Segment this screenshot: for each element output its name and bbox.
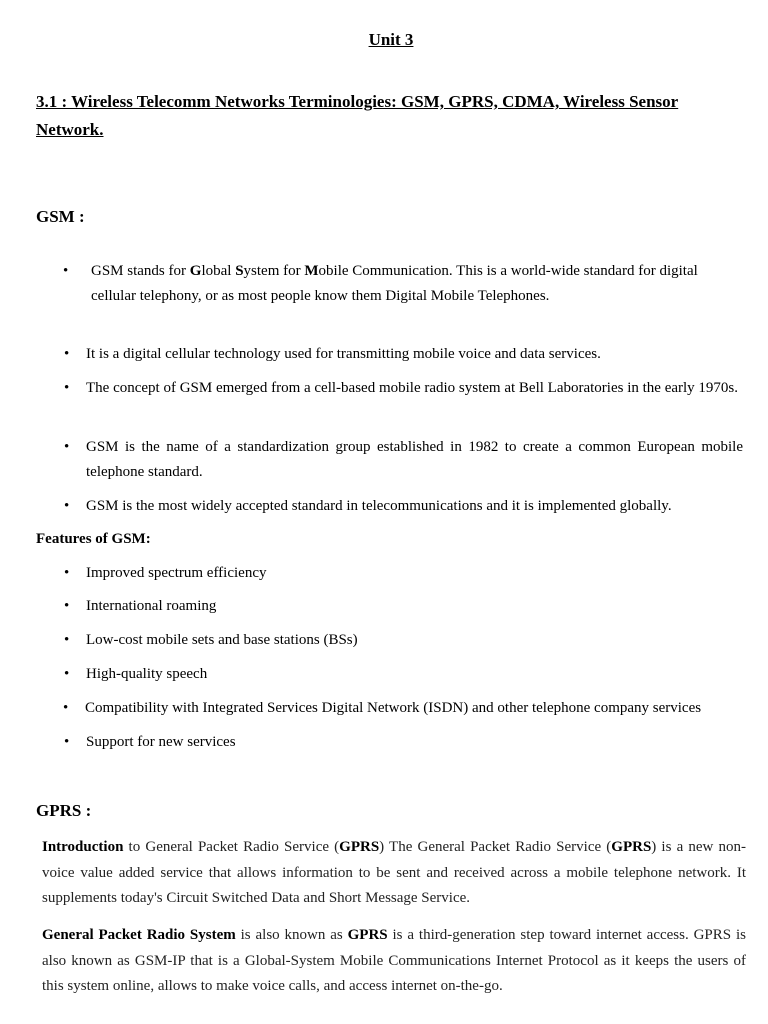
gprs-intro-paragraph: Introduction to General Packet Radio Service (GPRS) The General Packet Radio Service (GPRS) is a new non-voice value added service that allows information to be sent and received across a mobile telephone network. It supplements today's Circuit Switched Data and Short Message Service. bbox=[42, 839, 746, 906]
feature-item: • Support for new services bbox=[86, 730, 743, 755]
bullet-icon: • bbox=[64, 380, 70, 396]
list-item: • GSM is the most widely accepted standard in telecommunications and it is implemented globally. bbox=[86, 494, 743, 519]
bullet-icon: • bbox=[64, 346, 70, 362]
gsm-heading: GSM : bbox=[36, 207, 85, 226]
gsm-intro-text: GSM stands for Global System for Mobile Communication. This is a world-wide standard for digital cellular telephony, or as most people know them Digital Mobile Telephones. bbox=[91, 263, 698, 304]
feature-item: • Compatibility with Integrated Services Digital Network (ISDN) and other telephone company services bbox=[85, 696, 755, 721]
features-heading: Features of GSM: bbox=[36, 531, 151, 547]
bullet-icon: • bbox=[64, 666, 70, 682]
bullet-icon: • bbox=[63, 263, 69, 279]
bullet-icon: • bbox=[64, 734, 70, 750]
gprs-heading: GPRS : bbox=[36, 801, 92, 820]
list-item: • It is a digital cellular technology used for transmitting mobile voice and data services. bbox=[86, 342, 743, 367]
bullet-icon: • bbox=[64, 565, 70, 581]
bullet-icon: • bbox=[64, 439, 70, 455]
bullet-icon: • bbox=[63, 700, 69, 716]
gsm-intro-bullet bbox=[63, 259, 741, 309]
gprs-definition-paragraph: General Packet Radio System is also known as GPRS is a third-generation step toward internet access. GPRS is also known as GSM-IP that is a Global-System Mobile Communications Internet Protocol as it keeps the users of this system online, allows to make voice calls, and access internet on-the-go. bbox=[42, 927, 746, 994]
list-item: • The concept of GSM emerged from a cell-based mobile radio system at Bell Laboratories in the early 1970s. bbox=[86, 376, 743, 401]
feature-item: • International roaming bbox=[86, 594, 743, 619]
section-heading: 3.1 : Wireless Telecomm Networks Terminologies: GSM, GPRS, CDMA, Wireless Sensor Network. bbox=[36, 92, 679, 139]
bullet-icon: • bbox=[64, 632, 70, 648]
bullet-icon: • bbox=[64, 598, 70, 614]
unit-title: Unit 3 bbox=[368, 30, 414, 49]
feature-item: • Low-cost mobile sets and base stations (BSs) bbox=[86, 628, 743, 653]
list-item: • GSM is the name of a standardization group established in 1982 to create a common European mobile telephone standard. bbox=[86, 435, 743, 485]
feature-item: • Improved spectrum efficiency bbox=[86, 561, 743, 586]
feature-item: • High-quality speech bbox=[86, 662, 743, 687]
bullet-icon: • bbox=[64, 498, 70, 514]
